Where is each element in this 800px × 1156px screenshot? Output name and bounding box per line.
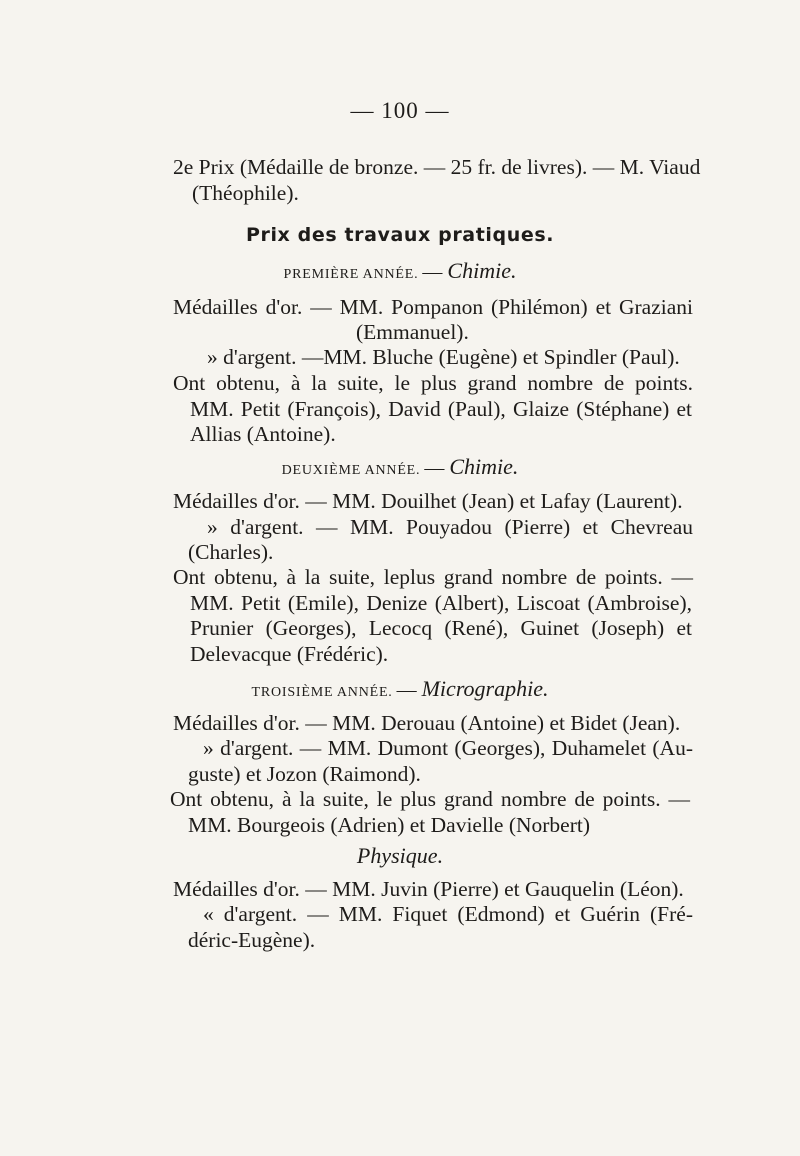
year1-line-3: » d'argent. —MM. Bluche (Eugène) et Spindler (Paul). <box>207 345 680 369</box>
year2-heading-dash: — <box>424 457 450 479</box>
physique-line-2: « d'argent. — MM. Fiquet (Edmond) et Guérin (Fré- <box>203 902 693 926</box>
prix2-line-2: (Théophile). <box>192 181 299 205</box>
year1-heading-subject: Chimie. <box>447 258 517 283</box>
section-title: Prix des travaux pratiques. <box>245 224 555 246</box>
year3-line-4: Ont obtenu, à la suite, le plus grand nombre de points. — <box>170 787 690 811</box>
year3-heading-dash: — <box>396 679 422 701</box>
year3-heading <box>0 676 800 702</box>
year2-line-3: (Charles). <box>188 540 274 564</box>
year3-line-5: MM. Bourgeois (Adrien) et Davielle (Norbert) <box>188 813 591 837</box>
year2-line-5: MM. Petit (Emile), Denize (Albert), Liscoat (Ambroise), <box>190 591 692 615</box>
page-number: — 100 — <box>350 98 450 123</box>
year3-line-3: guste) et Jozon (Raimond). <box>188 762 421 786</box>
year3-heading-subject: Micrographie. <box>421 676 549 701</box>
year1-line-4: Ont obtenu, à la suite, le plus grand nombre de points. <box>173 371 693 395</box>
year1-heading <box>0 258 800 284</box>
year3-heading-label: TROISIÈME ANNÉE. <box>251 685 393 700</box>
physique-heading-subject: Physique. <box>356 843 444 868</box>
year1-line-5: MM. Petit (François), David (Paul), Glaize (Stéphane) et <box>190 397 692 421</box>
physique-heading <box>0 843 800 869</box>
year2-line-7: Delevacque (Frédéric). <box>190 642 389 666</box>
year2-line-1: Médailles d'or. — MM. Douilhet (Jean) et Lafay (Laurent). <box>173 489 683 513</box>
year2-heading <box>0 454 800 480</box>
year3-line-1: Médailles d'or. — MM. Derouau (Antoine) et Bidet (Jean). <box>173 711 681 735</box>
physique-line-3: déric-Eugène). <box>188 928 316 952</box>
year1-heading-dash: — <box>422 261 448 283</box>
year2-heading-subject: Chimie. <box>449 454 519 479</box>
physique-line-1: Médailles d'or. — MM. Juvin (Pierre) et Gauquelin (Léon). <box>173 877 684 901</box>
year2-line-6: Prunier (Georges), Lecocq (René), Guinet (Joseph) et <box>190 616 692 640</box>
year1-line-1: Médailles d'or. — MM. Pompanon (Philémon) et Graziani <box>173 295 693 319</box>
year1-line-6: Allias (Antoine). <box>190 422 336 446</box>
prix2-line-1: 2e Prix (Médaille de bronze. — 25 fr. de livres). — M. Viaud <box>173 155 701 179</box>
year1-line-2: (Emmanuel). <box>356 320 469 344</box>
year2-line-4: Ont obtenu, à la suite, leplus grand nombre de points. — <box>173 565 693 589</box>
year1-heading-label: PREMIÈRE ANNÉE. <box>283 267 419 282</box>
year3-line-2: » d'argent. — MM. Dumont (Georges), Duhamelet (Au- <box>203 736 693 760</box>
year2-line-2: » d'argent. — MM. Pouyadou (Pierre) et Chevreau <box>207 515 693 539</box>
year2-heading-label: DEUXIÈME ANNÉE. <box>281 463 421 478</box>
